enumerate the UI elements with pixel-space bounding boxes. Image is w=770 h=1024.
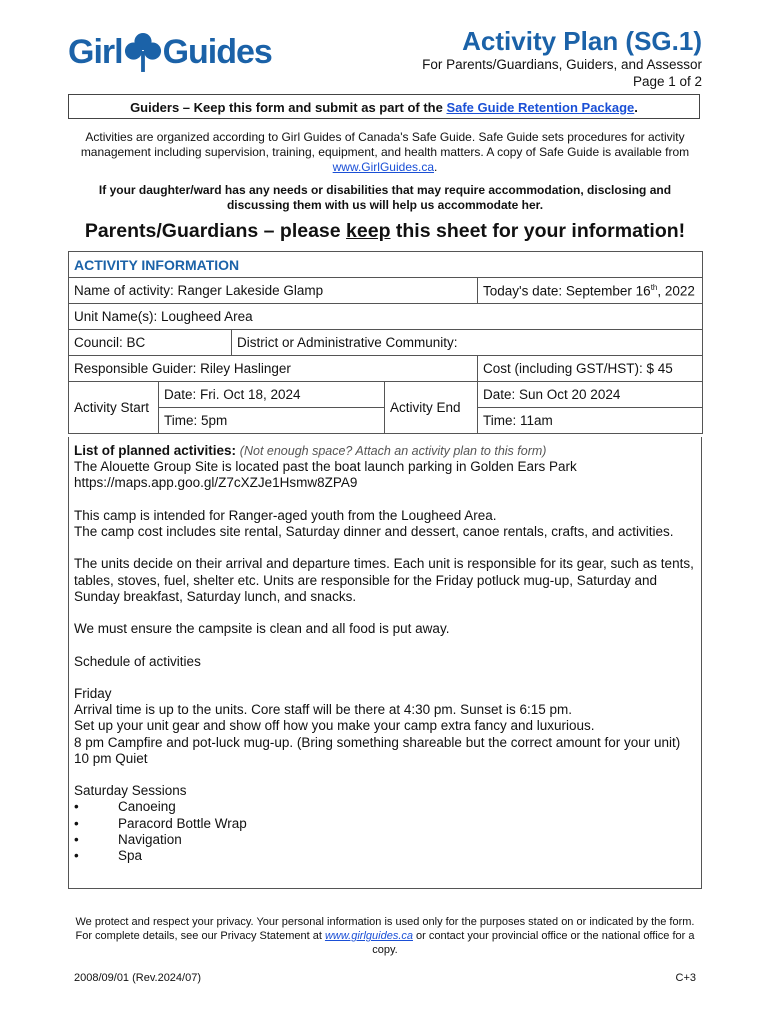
plan-line: 10 pm Quiet — [74, 750, 148, 766]
privacy-text: We protect and respect your privacy. Your personal information is used only for the purposes stated on or indicated by the form. For complete details, see our Privacy Statement at — [75, 916, 695, 942]
logo-text-girl: Girl — [68, 32, 123, 71]
guiders-notice — [68, 94, 700, 119]
plan-line: The Alouette Group Site is located past the boat launch parking in Golden Ears Park — [74, 459, 577, 475]
table-row — [69, 304, 703, 330]
bullet: • — [74, 847, 79, 863]
list-item — [74, 832, 696, 848]
intro-paragraph — [68, 130, 702, 175]
responsible-guider-field[interactable]: Responsible Guider: Riley Haslinger — [69, 356, 478, 382]
document-header — [422, 26, 702, 90]
privacy-statement — [68, 915, 702, 957]
heading-post: this sheet for your information! — [390, 220, 686, 242]
unit-name-field[interactable]: Unit Name(s): Lougheed Area — [69, 304, 703, 330]
activity-start-label: Activity Start — [69, 382, 159, 434]
intro-end: . — [434, 160, 438, 174]
privacy-link[interactable]: www.girlguides.ca — [324, 930, 413, 942]
girl-guides-logo — [68, 28, 272, 76]
plan-line: Friday — [74, 685, 112, 701]
list-item-text: Navigation — [118, 831, 182, 847]
todays-date-field[interactable] — [478, 278, 703, 304]
section-title: ACTIVITY INFORMATION — [69, 252, 703, 278]
district-field[interactable]: District or Administrative Community: — [232, 330, 703, 356]
page-subtitle: For Parents/Guardians, Guiders, and Assessor — [422, 57, 702, 72]
planned-activities-field[interactable] — [68, 437, 702, 889]
table-row — [69, 330, 703, 356]
girlguides-link[interactable]: www.GirlGuides.ca — [332, 160, 435, 174]
activity-end-label: Activity End — [385, 382, 478, 434]
privacy-end: or contact your provincial office or the national office for a copy. — [372, 930, 695, 956]
plan-line: Arrival time is up to the units. Core staff will be there at 4:30 pm. Sunset is 6:15 pm. — [74, 702, 572, 718]
activity-information-table — [68, 251, 703, 434]
end-time-field[interactable]: Time: 11am — [478, 408, 703, 434]
form-code: C+3 — [675, 972, 696, 984]
bullet: • — [74, 831, 79, 847]
bullet: • — [74, 815, 79, 831]
list-item-text: Canoeing — [118, 799, 176, 815]
plan-line: 8 pm Campfire and pot-luck mug-up. (Bring something shareable but the correct amount for your unit) — [74, 734, 681, 750]
plan-line: https://maps.app.goo.gl/Z7cXZJe1Hsmw8ZPA9 — [74, 475, 358, 491]
accommodation-notice: If your daughter/ward has any needs or disabilities that may require accommodation, disclosing and discussing them with us will help us accommodate her. — [98, 183, 672, 212]
list-item-text: Paracord Bottle Wrap — [118, 815, 247, 831]
plan-line: Saturday Sessions — [74, 783, 187, 799]
todays-date-suffix: th — [650, 282, 658, 292]
list-item-text: Spa — [118, 847, 143, 863]
end-date-field[interactable]: Date: Sun Oct 20 2024 — [478, 382, 703, 408]
plan-line: This camp is intended for Ranger-aged youth from the Lougheed Area. — [74, 507, 497, 523]
bullet: • — [74, 799, 79, 815]
council-field[interactable]: Council: BC — [69, 330, 232, 356]
guiders-notice-end: . — [634, 100, 638, 115]
intro-text: Activities are organized according to Girl Guides of Canada's Safe Guide. Safe Guide sets procedures for activity management including supervision, training, equipment, and health matters. A copy of Safe Guide is available from — [80, 130, 690, 159]
guiders-notice-text: Guiders – Keep this form and submit as part of the — [130, 100, 447, 115]
heading-keep: keep — [346, 220, 391, 242]
trefoil-icon — [124, 30, 162, 74]
todays-date-text: Today's date: September 16 — [483, 283, 651, 299]
page-number: Page 1 of 2 — [632, 74, 702, 89]
plan-line: Set up your unit gear and show off how you make your camp extra fancy and luxurious. — [74, 718, 595, 734]
start-date-field[interactable]: Date: Fri. Oct 18, 2024 — [159, 382, 385, 408]
plan-line: The units decide on their arrival and departure times. Each unit is responsible for its gear, such as tents, tables, stoves, fuel, shelter etc. Units are responsible for the Friday potluck mug-up, Saturday and Sunday breakfast, Saturday lunch, and snacks. — [74, 556, 694, 604]
plan-line: The camp cost includes site rental, Saturday dinner and dessert, canoe rentals, crafts, and activities. — [74, 524, 674, 539]
plan-line: Schedule of activities — [74, 653, 201, 669]
list-item — [74, 799, 696, 815]
retention-package-link[interactable]: Safe Guide Retention Package — [446, 100, 635, 115]
list-item — [74, 816, 696, 832]
page-title: Activity Plan (SG.1) — [462, 26, 702, 56]
revision-date: 2008/09/01 (Rev.2024/07) — [74, 972, 201, 984]
table-row — [69, 356, 703, 382]
start-time-field[interactable]: Time: 5pm — [159, 408, 385, 434]
heading-pre: Parents/Guardians – please — [84, 220, 347, 242]
planned-activities-note: (Not enough space? Attach an activity plan to this form) — [239, 444, 547, 458]
table-row — [69, 252, 703, 278]
todays-date-year: , 2022 — [657, 283, 695, 299]
table-row — [69, 278, 703, 304]
logo-text-guides: Guides — [162, 32, 272, 71]
table-row — [69, 382, 703, 408]
planned-activities-label: List of planned activities: — [74, 443, 237, 458]
activity-name-field[interactable]: Name of activity: Ranger Lakeside Glamp — [69, 278, 478, 304]
parents-heading — [68, 220, 702, 243]
list-item — [74, 848, 696, 864]
plan-line: We must ensure the campsite is clean and all food is put away. — [74, 621, 450, 637]
cost-field[interactable]: Cost (including GST/HST): $ 45 — [478, 356, 703, 382]
